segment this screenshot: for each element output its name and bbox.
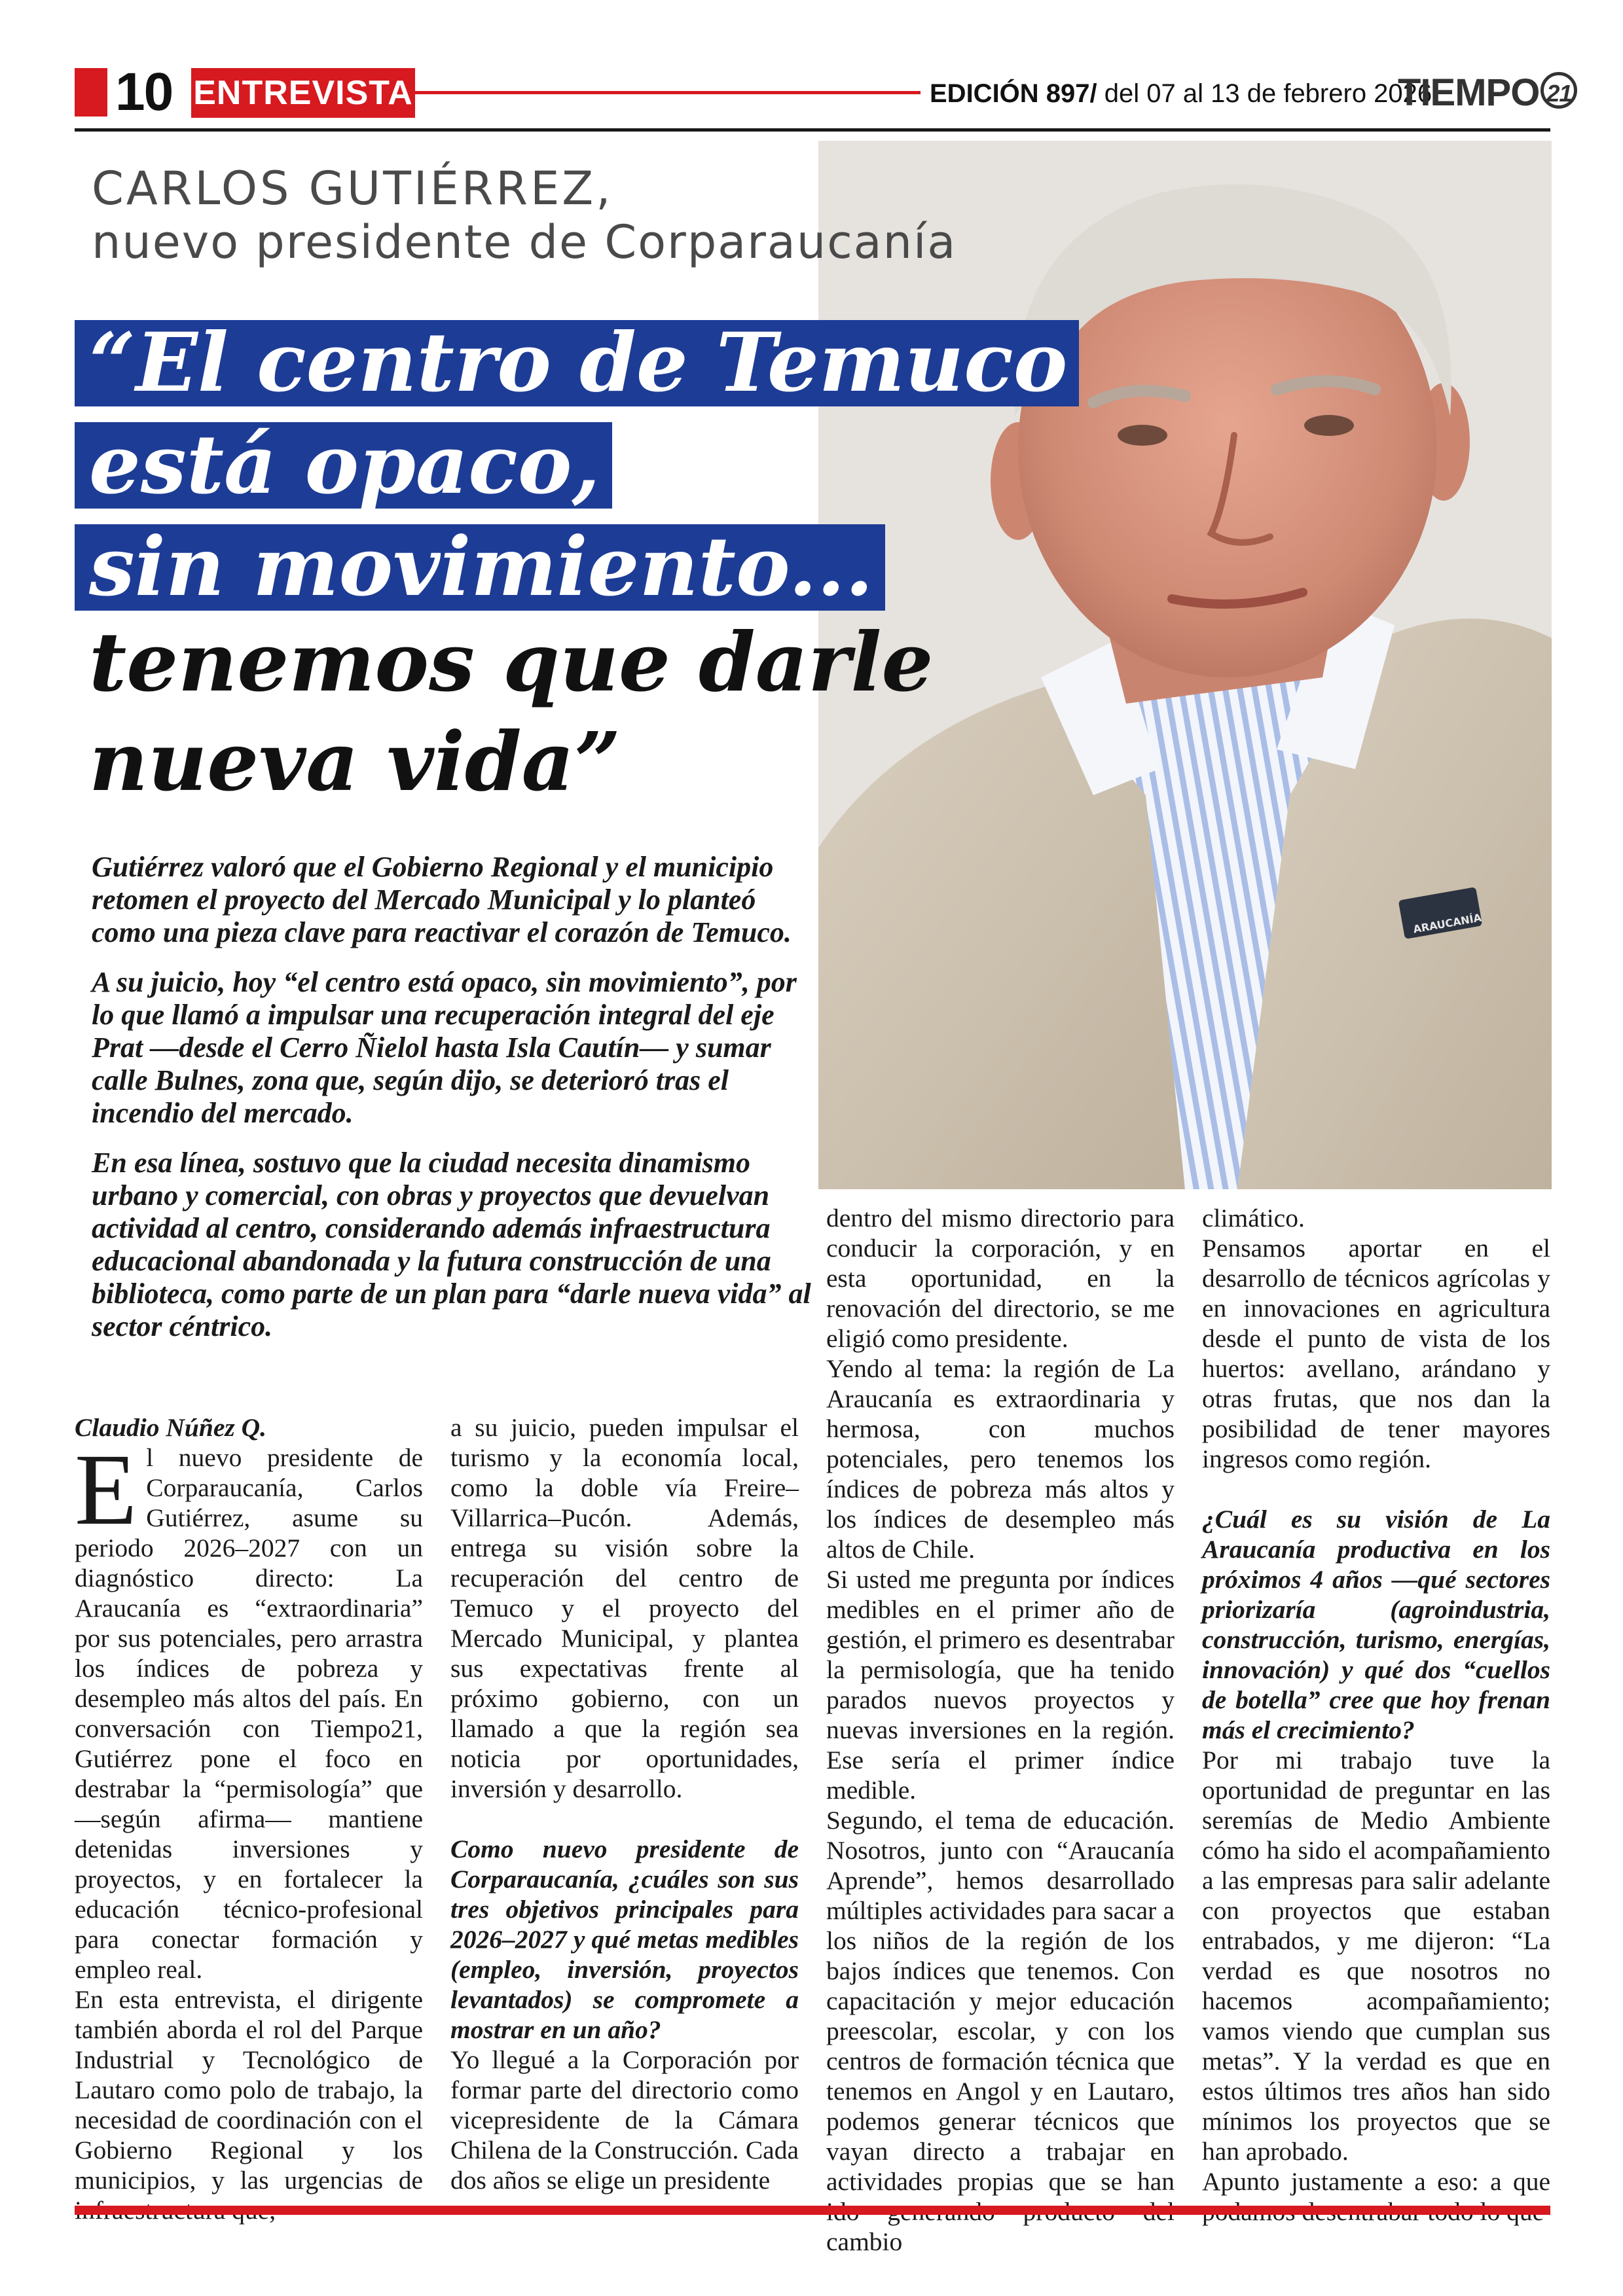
lapel-pin-text: ARAUCANÍA [1412, 911, 1483, 936]
header-rule [415, 91, 921, 94]
lead-summary [92, 851, 812, 1360]
headline-line-1: “El centro de Temuco [75, 320, 1079, 406]
body-paragraph: Yendo al tema: la región de La Araucanía es extraordinaria y hermosa, con muchos potenciales, pero tenemos los índices de pobreza más altos y los índices de desempleo más altos de Chile. [826, 1354, 1175, 1564]
interview-question: Como nuevo presidente de Corparaucanía, ¿cuáles son sus tres objetivos principales para 2026–2027 y qué metas medibles (empleo, inversión, proyectos levantados) se compromete a mostrar en un año? [450, 1835, 799, 2044]
body-paragraph: Apunto justamente a eso: a que [1202, 2167, 1550, 2196]
interview-question: ¿Cuál es su visión de La Araucanía productiva en los próximos 4 años —qué sectores priorizaría (agroindustria, construcción, turismo, energías, innovación) y qué dos “cuellos de botella” cree que hoy frenan más el crecimiento? [1202, 1505, 1550, 1744]
body-paragraph: dentro del mismo directorio para conducir la corporación, y en esta oportunidad, en la renovación del directorio, se me eligió como presidente. [826, 1204, 1175, 1353]
edition-info [930, 77, 1432, 110]
article-column-1 [75, 1412, 423, 2225]
page-marker-block [75, 68, 107, 117]
article-column-3 [826, 1203, 1175, 2257]
article-column-4 [1202, 1203, 1550, 2227]
section-label: ENTREVISTA [191, 68, 415, 118]
lead-paragraph: Gutiérrez valoró que el Gobierno Regional y el municipio retomen el proyecto del Mercado Municipal y lo planteó como una pieza clave para reactivar el corazón de Temuco. [92, 851, 792, 948]
interviewee-name: CARLOS GUTIÉRREZ, [92, 162, 613, 215]
newspaper-logo [1398, 72, 1577, 114]
headline-line-5: nueva vida” [89, 715, 621, 810]
headline-line-3: sin movimiento... [75, 524, 885, 611]
body-paragraph: Yo llegué a la Corporación por formar parte del directorio como vicepresidente de la Cámara Chilena de la Construcción. Cada dos años se elige un presidente [450, 2045, 799, 2195]
headline-line-2: está opaco, [75, 422, 612, 509]
edition-dates: del 07 al 13 de febrero 2026 [1097, 79, 1432, 108]
body-paragraph: Segundo, el tema de educación. Nosotros, junto con “Araucanía Aprende”, hemos desarrollado múltiples actividades para sacar a los niños de la región de los bajos índices que tenemos. Con capacitación y mejor educación preescolar, escolar, y con los centros de formación técnica que tenemos en Angol y en Lautaro, podemos generar técnicos que vayan directo a trabajar en actividades propias que se han cambio [826, 1806, 1175, 2256]
body-paragraph: Si usted me pregunta por índices medibles en el primer año de gestión, el primero es desentrabar la permisología, que ha tenido parados nuevos proyectos y nuevas inversiones en la región. Ese sería el primer índice medible. [826, 1565, 1175, 1804]
drop-cap: E [75, 1433, 137, 1546]
article-column-2 [450, 1412, 799, 2195]
body-paragraph: Por mi trabajo tuve la oportunidad de preguntar en las seremías de Medio Ambiente cómo ha sido el acompañamiento a las empresas para salir adelante con proyectos que estaban entrabados, y me dijeron: “La verdad es que nosotros no hacemos acompañamiento; vamos viendo que cumplan sus metas”. Y la verdad es que en estos últimos tres años han sido mínimos los proyectos que se han aprobado. [1202, 1746, 1550, 2166]
header-underline [75, 128, 1550, 132]
byline: Claudio Núñez Q. [75, 1413, 267, 1442]
logo-text: TIEMPO [1398, 71, 1540, 114]
edition-number: EDICIÓN 897/ [930, 79, 1097, 108]
body-paragraph: En esta entrevista, el dirigente también aborda el rol del Parque Industrial y Tecnológico de Lautaro como polo de trabajo, la necesidad de coordinación con el Gobierno Regional y los municipios, y las urgencias de [75, 1985, 423, 2195]
interviewee-role: nuevo presidente de Corparaucanía [92, 215, 957, 269]
page-number: 10 [115, 62, 173, 122]
footer-rule [75, 2206, 1550, 2215]
logo-circle: 21 [1541, 72, 1577, 109]
lead-paragraph: A su juicio, hoy “el centro está opaco, sin movimiento”, por lo que llamó a impulsar una recuperación integral del eje Prat —desde el Cerro Ñielol hasta Isla Cautín— y sumar calle Bulnes, zona que, según dijo, se deterioró tras el incendio del mercado. [92, 966, 797, 1129]
body-text: l nuevo presidente de Corparaucanía, Carlos Gutiérrez, asume su periodo 2026–2027 con un diagnóstico directo: La Araucanía es “extraordinaria” por sus potenciales, pero arrastra los índices de pobreza y desempleo más altos del país. En conversación con Tiempo21, Gutiérrez pone el foco en destrabar la “permisología” que —según afirma— mantiene detenidas inversiones y proyectos, y en fortalecer la educación técnico-profesional para conectar formación y empleo real. [75, 1443, 423, 1984]
body-paragraph: climático. [1202, 1204, 1305, 1232]
headline-line-4: tenemos que darle [89, 615, 934, 710]
body-paragraph [75, 1433, 423, 1984]
lead-paragraph: En esa línea, sostuvo que la ciudad necesita dinamismo urbano y comercial, con obras y proyectos que devuelvan actividad al centro, considerando además infraestructura educacional abandonada y la futura construcción de una biblioteca, como parte de un plan para “darle nueva vida” al sector céntrico. [92, 1147, 811, 1342]
body-paragraph: a su juicio, pueden impulsar el turismo y la economía local, como la doble vía Freire–Villarrica–Pucón. Además, entrega su visión sobre la recuperación del centro de Temuco y el proyecto del Mercado Municipal, y plantea sus expectativas frente al próximo gobierno, con un llamado a que la región sea noticia por oportunidades, inversión y desarrollo. [450, 1413, 799, 1803]
body-paragraph: Pensamos aportar en el desarrollo de técnicos agrícolas y en innovaciones en agricultura desde el punto de vista de los huertos: avellano, arándano y otras frutas, que nos dan la posibilidad de tener mayores ingresos como región. [1202, 1234, 1550, 1473]
